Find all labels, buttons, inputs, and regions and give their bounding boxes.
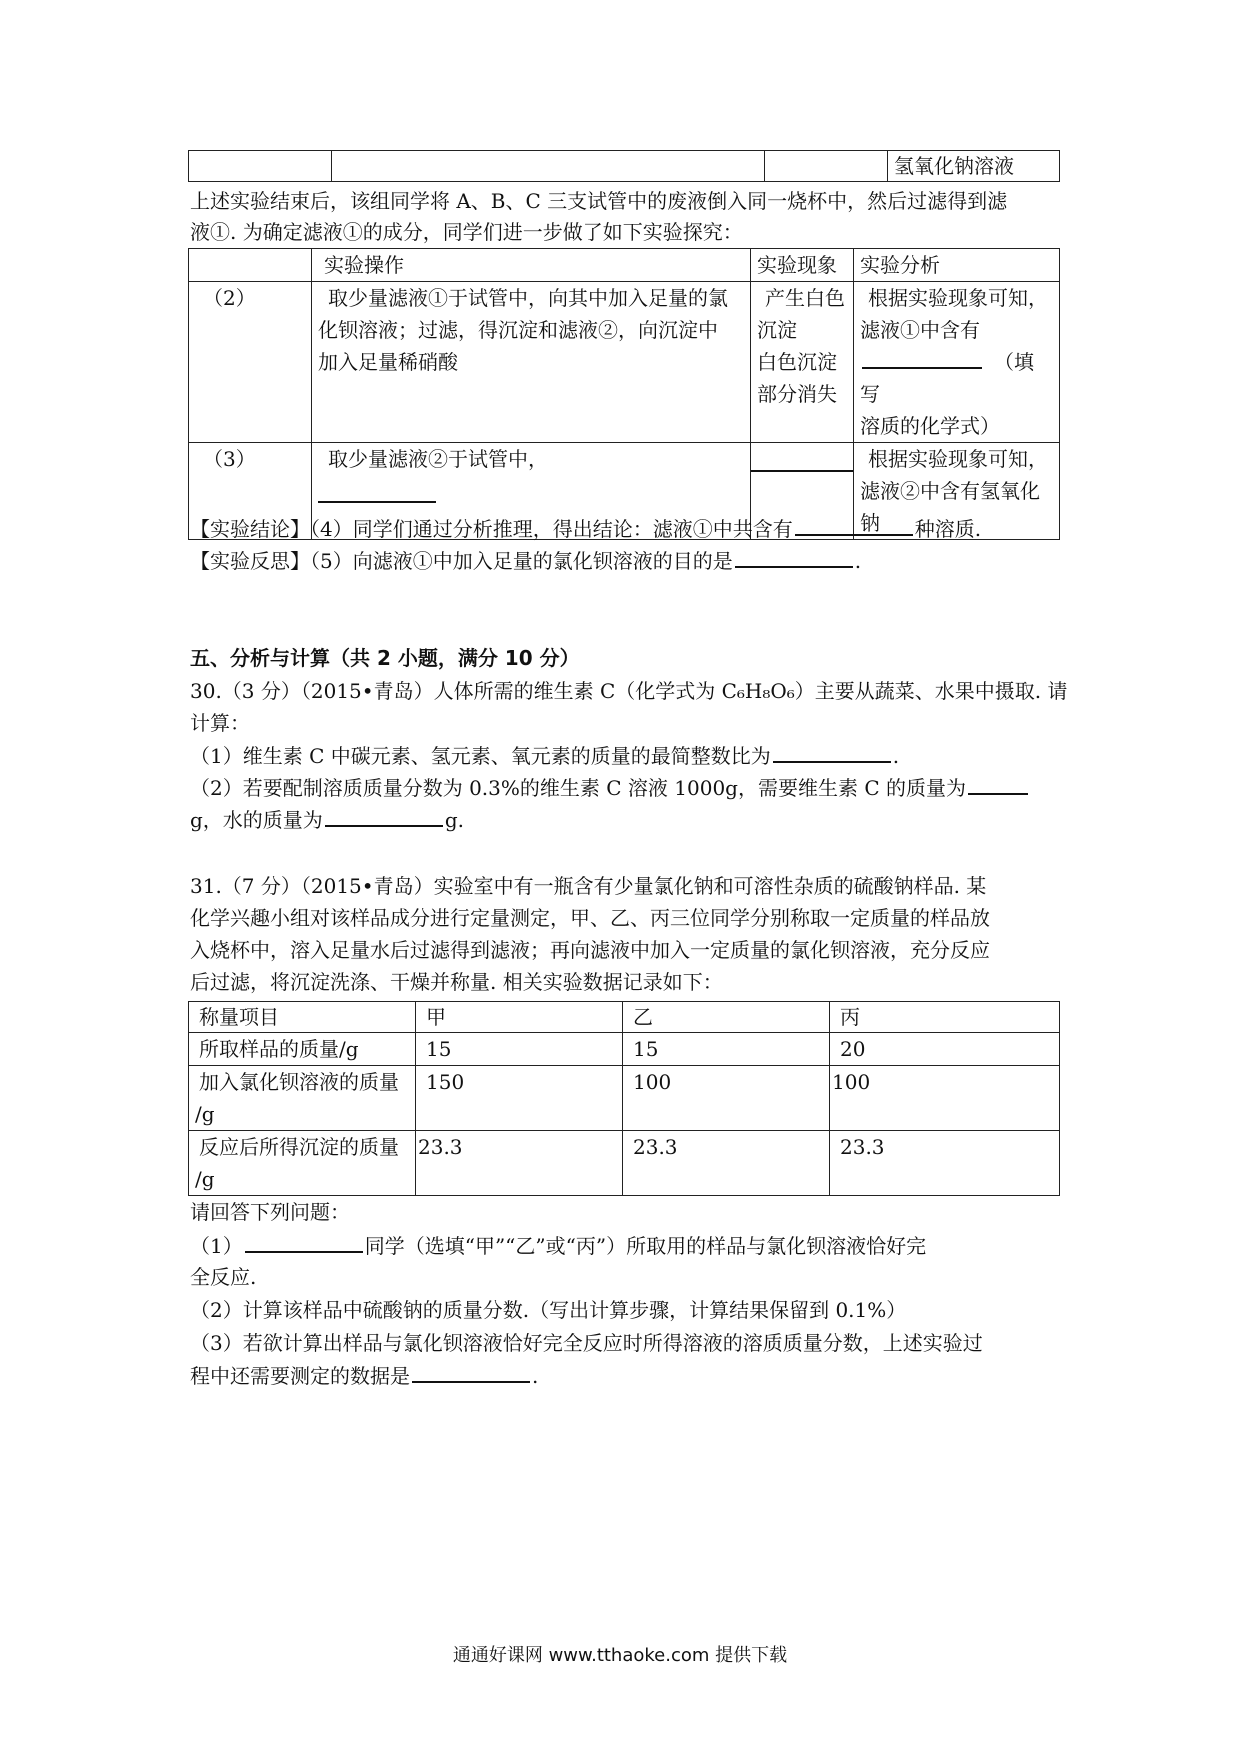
row3-ana-line: 钠 bbox=[860, 511, 880, 535]
row3-ana-line: 根据实验现象可知， bbox=[868, 447, 1048, 471]
q31-sub3: （3）若欲计算出样品与氯化钡溶液恰好完全反应时所得溶液的溶质质量分数，上述实验过 bbox=[190, 1331, 983, 1355]
answer-blank[interactable] bbox=[245, 1231, 363, 1253]
data-header: 甲 bbox=[416, 1002, 623, 1033]
data-row-label-line: 加入氯化钡溶液的质量 bbox=[199, 1070, 399, 1094]
answer-blank[interactable] bbox=[795, 514, 913, 536]
q31-line: 化学兴趣小组对该样品成分进行定量测定，甲、乙、丙三位同学分别称取一定质量的样品放 bbox=[190, 906, 990, 930]
answer-blank[interactable] bbox=[325, 805, 443, 827]
answer-blank[interactable] bbox=[318, 481, 436, 503]
reflection-text: （5）向滤液①中加入足量的氯化钡溶液的目的是 bbox=[310, 549, 733, 573]
q30-line: 30.（3 分）（2015•青岛）人体所需的维生素 C（化学式为 C₆H₈O₆）主要从蔬菜、水果中摄取. 请 bbox=[190, 679, 1068, 703]
row2-ana-line: 根据实验现象可知， bbox=[868, 286, 1048, 310]
row2-operation bbox=[312, 282, 751, 443]
data-row-label-line: /g bbox=[195, 1167, 215, 1191]
answer-blank[interactable] bbox=[751, 443, 853, 472]
conclusion-tail: 种溶质. bbox=[914, 517, 982, 541]
q30-sub1-tail: . bbox=[892, 744, 900, 768]
data-row-label bbox=[189, 1066, 416, 1131]
top-cell-4: 氢氧化钠溶液 bbox=[888, 151, 1060, 182]
q31-sub3-line2 bbox=[190, 1361, 1060, 1390]
row2-op-line: 加入足量稀硝酸 bbox=[318, 350, 458, 374]
data-cell: 23.3 bbox=[623, 1131, 830, 1196]
data-header: 称量项目 bbox=[189, 1002, 416, 1033]
row3-number: （3） bbox=[189, 443, 312, 540]
q31-sub1-line2: 全反应. bbox=[190, 1265, 257, 1289]
top-cell-2 bbox=[332, 151, 765, 182]
data-cell: 150 bbox=[416, 1066, 623, 1131]
data-cell: 23.3 bbox=[830, 1131, 1060, 1196]
answer-blank[interactable] bbox=[735, 546, 853, 568]
data-row-label-line: /g bbox=[195, 1102, 215, 1126]
section-heading: 五、分析与计算（共 2 小题，满分 10 分） bbox=[190, 646, 580, 670]
row2-analysis bbox=[854, 282, 1060, 443]
exp-header-analysis: 实验分析 bbox=[854, 249, 1060, 282]
q30-sub2-text-a: g，水的质量为 bbox=[190, 808, 323, 832]
row2-phen-line: 产生白色 bbox=[765, 286, 845, 310]
row3-ana-line: 滤液②中含有氢氧化 bbox=[860, 479, 1040, 503]
q31-sub1-a: （1） bbox=[190, 1234, 243, 1258]
row2-phen-line: 白色沉淀 bbox=[757, 350, 837, 374]
row3-op-blank[interactable] bbox=[318, 481, 744, 503]
q30-sub2-text-b: g. bbox=[444, 808, 464, 832]
answer-blank[interactable] bbox=[412, 1361, 530, 1383]
paragraph-line: 上述实验结束后，该组同学将 A、B、C 三支试管中的废液倒入同一烧杯中，然后过滤得到滤 bbox=[190, 189, 1008, 213]
q31-line: 31.（7 分）（2015•青岛）实验室中有一瓶含有少量氯化钠和可溶性杂质的硫酸钠样品. 某 bbox=[190, 874, 987, 898]
conclusion-label: 【实验结论】 bbox=[190, 517, 310, 541]
answer-blank[interactable] bbox=[862, 347, 982, 369]
row2-phen-line: 沉淀 bbox=[757, 318, 797, 342]
data-cell: 100 bbox=[623, 1066, 830, 1131]
footer-text: 通通好课网 www.tthaoke.com 提供下载 bbox=[452, 1645, 788, 1666]
q30-line: 计算： bbox=[190, 711, 250, 735]
reflection-label: 【实验反思】 bbox=[190, 549, 310, 573]
q31-sub1-b: 同学（选填“甲”“乙”或“丙”）所取用的样品与氯化钡溶液恰好完 bbox=[364, 1234, 927, 1258]
row2-op-line: 取少量滤液①于试管中，向其中加入足量的氯 bbox=[328, 286, 728, 310]
q30-sub1 bbox=[190, 741, 1060, 770]
data-row-label bbox=[189, 1131, 416, 1196]
data-cell: 15 bbox=[416, 1033, 623, 1066]
data-header: 丙 bbox=[830, 1002, 1060, 1033]
row2-ana-tail: （填写 bbox=[860, 350, 1034, 406]
row3-op-line: 取少量滤液②于试管中， bbox=[328, 447, 548, 471]
exp-header-blank bbox=[189, 249, 312, 282]
top-table bbox=[188, 150, 1060, 182]
answer-blank[interactable] bbox=[968, 773, 1028, 795]
data-row-label: 所取样品的质量/g bbox=[189, 1033, 416, 1066]
q31-sub2: （2）计算该样品中硫酸钠的质量分数.（写出计算步骤，计算结果保留到 0.1%） bbox=[190, 1298, 907, 1322]
conclusion-text: （4）同学们通过分析推理，得出结论：滤液①中共含有 bbox=[310, 517, 793, 541]
data-cell: 15 bbox=[623, 1033, 830, 1066]
q30-sub2-line2 bbox=[190, 805, 1060, 834]
paragraph-line: 液①. 为确定滤液①的成分，同学们进一步做了如下实验探究： bbox=[190, 220, 743, 244]
q31-sub1 bbox=[190, 1231, 1060, 1260]
reflection-line bbox=[190, 546, 1060, 575]
exp-header-phenomenon: 实验现象 bbox=[751, 249, 854, 282]
q30-sub1-text: （1）维生素 C 中碳元素、氢元素、氧元素的质量的最简整数比为 bbox=[190, 744, 771, 768]
data-row-label-line: 反应后所得沉淀的质量 bbox=[199, 1135, 399, 1159]
exp-header-operation: 实验操作 bbox=[312, 249, 751, 282]
q30-sub2-text: （2）若要配制溶质质量分数为 0.3%的维生素 C 溶液 1000g，需要维生素 C 的质量为 bbox=[190, 776, 966, 800]
row2-op-line: 化钡溶液；过滤，得沉淀和滤液②，向沉淀中 bbox=[318, 318, 718, 342]
answer-blank[interactable] bbox=[773, 741, 891, 763]
row2-ana-blank-line bbox=[860, 346, 1053, 410]
q31-line: 入烧杯中，溶入足量水后过滤得到滤液；再向滤液中加入一定质量的氯化钡溶液，充分反应 bbox=[190, 938, 990, 962]
row2-phenomenon bbox=[751, 282, 854, 443]
data-header: 乙 bbox=[623, 1002, 830, 1033]
top-cell-3 bbox=[765, 151, 888, 182]
row2-ana-line: 溶质的化学式） bbox=[860, 414, 1000, 438]
row2-number: （2） bbox=[189, 282, 312, 443]
data-table bbox=[188, 1001, 1060, 1196]
q31-sub3-b: 程中还需要测定的数据是 bbox=[190, 1364, 410, 1388]
row2-phen-line: 部分消失 bbox=[757, 382, 837, 406]
q30-sub2 bbox=[190, 773, 1060, 802]
data-cell: 100 bbox=[830, 1066, 1060, 1131]
top-cell-1 bbox=[189, 151, 332, 182]
q31-sub3-tail: . bbox=[532, 1364, 539, 1388]
reflection-tail: . bbox=[854, 549, 862, 573]
q31-prompt: 请回答下列问题： bbox=[190, 1200, 350, 1224]
data-cell: 20 bbox=[830, 1033, 1060, 1066]
experiment-table bbox=[188, 248, 1060, 540]
row2-ana-line: 滤液①中含有 bbox=[860, 318, 980, 342]
conclusion-line bbox=[190, 514, 1060, 543]
data-cell: 23.3 bbox=[416, 1131, 623, 1196]
q31-line: 后过滤，将沉淀洗涤、干燥并称量. 相关实验数据记录如下： bbox=[190, 970, 723, 994]
